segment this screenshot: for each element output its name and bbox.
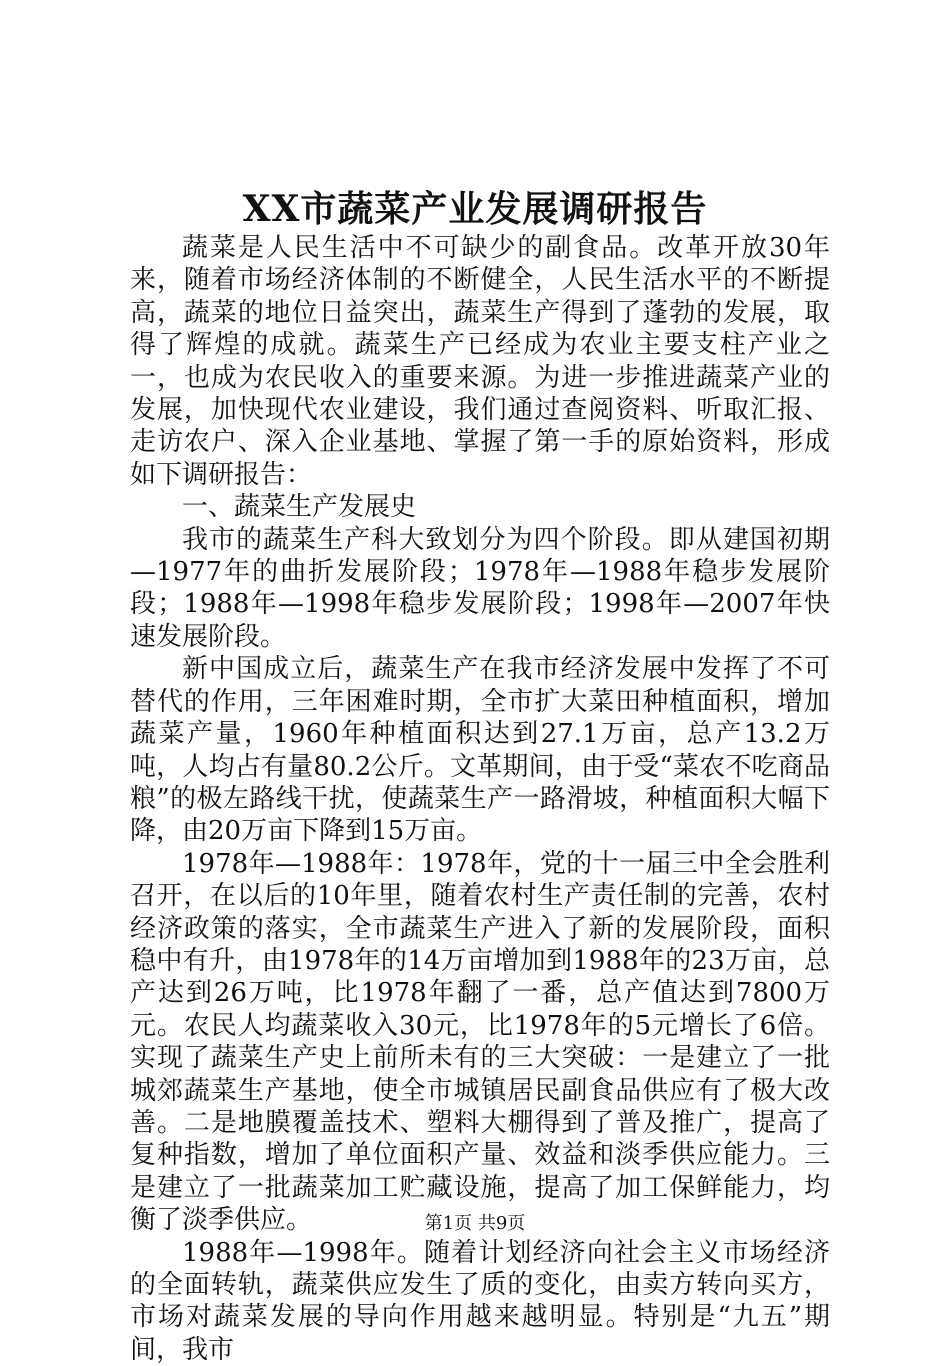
page-number-footer: 第1页 共9页 <box>424 1213 526 1234</box>
paragraph-intro: 蔬菜是人民生活中不可缺少的副食品。改革开放30年来，随着市场经济体制的不断健全，人民生活水平的不断提高，蔬菜的地位日益突出，蔬菜生产得到了蓬勃的发展，取得了辉煌的成就。蔬菜生产已经成为农业主要支柱产业之一，也成为农民收入的重要来源。为进一步推进蔬菜产业的发展，加快现代农业建设，我们通过查阅资料、听取汇报、走访农户、深入企业基地、掌握了第一手的原始资料，形成如下调研报告： <box>130 233 830 490</box>
paragraph-1978-1988: 1978年—1988年：1978年，党的十一届三中全会胜利召开，在以后的10年里，随着农村生产责任制的完善，农村经济政策的落实，全市蔬菜生产进入了新的发展阶段，面积稳中有升，由1978年的14万亩增加到1988年的23万亩，总产达到26万吨，比1978年翻了一番，总产值达到7800万元。农民人均蔬菜收入30元，比1978年的5元增长了6倍。实现了蔬菜生产史上前所未有的三大突破：一是建立了一批城郊蔬菜生产基地，使全市城镇居民副食品供应有了极大改善。二是地膜覆盖技术、塑料大棚得到了普及推广，提高了复种指数，增加了单位面积产量、效益和淡季供应能力。三是建立了一批蔬菜加工贮藏设施，提高了加工保鲜能力，均衡了淡季供应。 <box>130 848 830 1236</box>
paragraph-early-history: 新中国成立后，蔬菜生产在我市经济发展中发挥了不可替代的作用，三年困难时期，全市扩大菜田种植面积，增加蔬菜产量，1960年种植面积达到27.1万亩，总产13.2万吨，人均占有量80.2公斤。文革期间，由于受“菜农不吃商品粮”的极左路线干扰，使蔬菜生产一路滑坡，种植面积大幅下降，由20万亩下降到15万亩。 <box>130 654 830 847</box>
paragraph-stages: 我市的蔬菜生产科大致划分为四个阶段。即从建国初期—1977年的曲折发展阶段；1978年—1988年稳步发展阶段；1988年—1998年稳步发展阶段；1998年—2007年快速发展阶段。 <box>130 524 830 652</box>
document-title: XX市蔬菜产业发展调研报告 <box>242 188 708 230</box>
section-heading: 一、蔬菜生产发展史 <box>182 492 417 523</box>
paragraph-1988-1998: 1988年—1998年。随着计划经济向社会主义市场经济的全面转轨，蔬菜供应发生了质的变化，由卖方转向买方，市场对蔬菜发展的导向作用越来越明显。特别是“九五”期间，我市 <box>130 1237 830 1365</box>
document-body <box>130 232 830 1366</box>
